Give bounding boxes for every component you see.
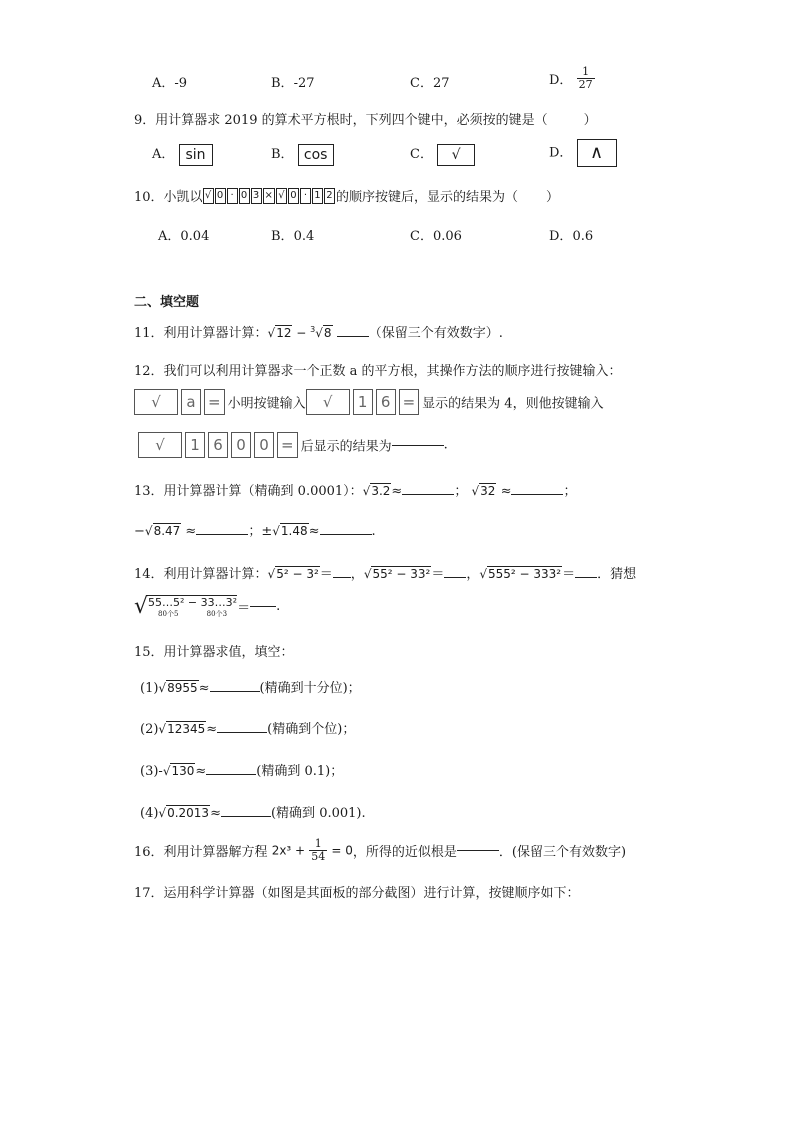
q15-item-4: (4)√0.2013≈ (精确到 0.001).: [140, 806, 366, 821]
q9-option-b: B． cos: [271, 143, 334, 166]
digit-key: 0: [231, 432, 251, 458]
digit-key: 6: [376, 389, 396, 415]
equals-key: =: [204, 389, 225, 415]
sqrt-key: √: [437, 144, 475, 166]
point-key: ·: [300, 188, 311, 204]
key-sequence-a: [134, 395, 228, 410]
sqrt-key: √: [134, 389, 178, 415]
question-9: 9．用计算器求 2019 的算术平方根时，下列四个键中，必须按的键是（ ）: [134, 113, 597, 128]
digit-key: 0: [215, 188, 226, 204]
equals-key: =: [399, 389, 420, 415]
sin-key: sin: [179, 144, 213, 166]
q10-option-d: D．0.6: [549, 229, 594, 244]
sqrt-key: √: [138, 432, 182, 458]
question-12-line3: √ 1 6 0 0 = 后显示的结果为 .: [138, 432, 448, 458]
fraction: $\frac{1}{27}$: [578, 65, 593, 91]
fraction: $\frac{1}{54}$: [311, 837, 326, 863]
times-key: ×: [263, 188, 275, 204]
question-13-line2: −√8.47 ≈ ；±√1.48≈ .: [134, 524, 376, 539]
q10-key-sequence: [203, 188, 336, 203]
q15-item-2: (2)√12345≈ (精确到个位)；: [140, 722, 356, 737]
q9-option-a: A． sin: [152, 143, 213, 166]
key-sequence-c: [138, 438, 301, 453]
q10-option-a: A．0.04: [158, 229, 210, 244]
digit-key: a: [181, 389, 201, 415]
question-14-line1: 14．利用计算器计算：√5² − 3²＝ ，√55² − 33²＝ ，√555² − 333²＝ ．猜想: [134, 567, 637, 582]
digit-key: 6: [208, 432, 228, 458]
digit-key: 0: [239, 188, 250, 204]
caret-key: ∧: [577, 139, 617, 167]
q9-option-c: C． √: [410, 143, 475, 166]
digit-key: 0: [254, 432, 274, 458]
question-17: 17．运用科学计算器（如图是其面板的部分截图）进行计算，按键顺序如下：: [134, 886, 580, 901]
equals-key: =: [277, 432, 298, 458]
section-title: 二、填空题: [134, 295, 200, 310]
q15-item-3: (3)-√130≈ (精确到 0.1)；: [140, 764, 344, 779]
question-12-line2: √ a = 小明按键输入 √ 1 6 = 显示的结果为 4，则他按键输入: [134, 389, 604, 415]
digit-key: 1: [353, 389, 373, 415]
q10-option-c: C．0.06: [410, 229, 462, 244]
q9-option-d: D． ∧: [549, 139, 617, 167]
sqrt-key: √: [203, 188, 214, 204]
question-14-line2: √ 55…5² − 33…3² 80个5 80个3 ＝ .: [134, 594, 281, 619]
cos-key: cos: [298, 144, 334, 166]
question-16: 16．利用计算器解方程 2x³ + $\frac{1}{54}$ = 0，所得的近似根是 ．(保留三个有效数字): [134, 837, 627, 863]
point-key: ·: [227, 188, 238, 204]
question-13-line1: 13．用计算器计算（精确到 0.0001）：√3.2≈ ； √32 ≈ ；: [134, 484, 577, 499]
q15-item-1: (1)√8955≈ (精确到十分位)；: [140, 681, 361, 696]
question-10: 10．小凯以 √ 0 · 0 3 × √ 0 · 1 2 的顺序按键后，显示的结果为（ ）: [134, 189, 559, 205]
q8-option-a: A．-9: [152, 76, 188, 91]
sqrt-key: √: [306, 389, 350, 415]
question-12-line1: 12．我们可以利用计算器求一个正数 a 的平方根，其操作方法的顺序进行按键输入：: [134, 364, 622, 379]
digit-key: 1: [185, 432, 205, 458]
digit-key: 1: [312, 188, 323, 204]
question-11: 11．利用计算器计算：√12 − $^3$√8 （保留三个有效数字）.: [134, 325, 503, 341]
question-15-title: 15．用计算器求值，填空：: [134, 645, 294, 660]
q8-option-b: B．-27: [271, 76, 315, 91]
sqrt-key: √: [276, 188, 287, 204]
q8-option-d: D． $\frac{1}{27}$: [549, 65, 593, 91]
q8-option-c: C．27: [410, 76, 450, 91]
digit-key: 0: [288, 188, 299, 204]
key-sequence-b: [306, 395, 423, 410]
digit-key: 3: [251, 188, 262, 204]
digit-key: 2: [324, 188, 335, 204]
q10-option-b: B．0.4: [271, 229, 315, 244]
